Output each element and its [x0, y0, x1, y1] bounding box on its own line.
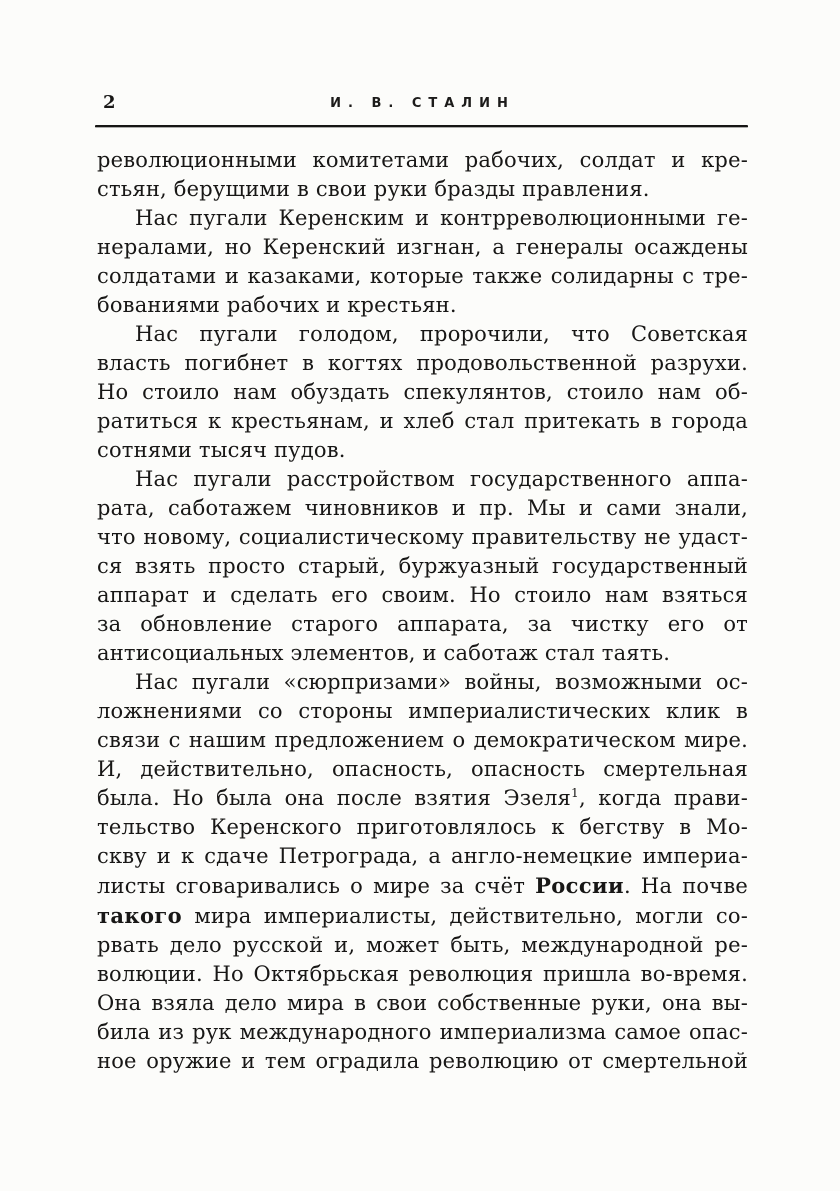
page-number: 2: [103, 92, 117, 113]
text-run: ложнениями со стороны империалистических клик в: [97, 699, 748, 723]
text-line: [97, 146, 748, 175]
footnote-marker: 1: [570, 786, 579, 800]
header-rule: [95, 125, 748, 128]
text-run: тельство Керенского приготовлялось к бегству в Мо-: [97, 815, 748, 839]
text-line: [97, 552, 748, 581]
text-run: нералами, но Керенский изгнан, а генералы осаждены: [97, 235, 748, 259]
paragraph: [97, 465, 748, 668]
text-run: бованиями рабочих и крестьян.: [97, 293, 457, 317]
text-line: [97, 697, 748, 726]
text-line: [97, 320, 748, 349]
text-run: Нас пугали «сюрпризами» войны, возможными ос-: [135, 670, 748, 694]
text-run: революционными комитетами рабочих, солдат и кре-: [97, 148, 748, 172]
text-run: рата, саботажем чиновников и пр. Мы и сами знали,: [97, 496, 748, 520]
text-line: [97, 813, 748, 842]
text-run: стьян, берущими в свои руки бразды правления.: [97, 177, 650, 201]
text-run: рвать дело русской и, может быть, международной ре-: [97, 933, 748, 957]
text-run: Нас пугали Керенским и контрреволюционными ге-: [135, 206, 748, 230]
text-line: [97, 291, 748, 320]
text-run: Она взяла дело мира в свои собственные руки, она вы-: [97, 991, 748, 1015]
text-line: [97, 204, 748, 233]
text-run: волюции. Но Октябрьская революция пришла во-время.: [97, 962, 748, 986]
page-header: [97, 92, 748, 118]
text-run: была. Но была она после взятия Эзеля: [97, 786, 571, 810]
text-run: власть погибнет в когтях продовольственной разрухи.: [97, 351, 748, 375]
text-line: [97, 639, 748, 668]
text-run: связи с нашим предложением о демократическом мире.: [97, 728, 748, 752]
running-title: И. В. СТАЛИН: [330, 96, 515, 111]
text-line: [97, 871, 748, 901]
text-line: [97, 1018, 748, 1047]
text-run: . На почве: [624, 874, 748, 898]
emphasized-text: такого: [97, 903, 183, 928]
text-run: сотнями тысяч пудов.: [97, 438, 346, 462]
text-line: [97, 755, 748, 784]
text-run: антисоциальных элементов, и саботаж стал таять.: [97, 641, 671, 665]
text-line: [97, 1047, 748, 1076]
text-line: [97, 726, 748, 755]
text-line: [97, 842, 748, 871]
body-text: [97, 146, 748, 1076]
text-line: [97, 901, 748, 931]
text-run: ное оружие и тем оградила революцию от смертельной: [97, 1049, 748, 1073]
text-line: [97, 349, 748, 378]
text-line: [97, 175, 748, 204]
text-run: Нас пугали голодом, пророчили, что Советская: [135, 322, 748, 346]
text-line: [97, 989, 748, 1018]
text-run: И, действительно, опасность, опасность смертельная: [97, 757, 748, 781]
text-run: ся взять просто старый, буржуазный государственный: [97, 554, 748, 578]
text-run: мира империалисты, действительно, могли со-: [182, 904, 748, 928]
text-line: [97, 931, 748, 960]
text-line: [97, 465, 748, 494]
text-line: [97, 407, 748, 436]
text-line: [97, 262, 748, 291]
text-line: [97, 784, 748, 813]
text-run: солдатами и казаками, которые также солидарны с тре-: [97, 264, 748, 288]
paragraph: [97, 668, 748, 1076]
text-line: [97, 233, 748, 262]
text-run: Нас пугали расстройством государственного аппа-: [135, 467, 748, 491]
text-line: [97, 610, 748, 639]
text-run: била из рук международного империализма самое опас-: [97, 1020, 748, 1044]
text-run: скву и к сдаче Петрограда, а англо-немецкие империа-: [97, 844, 748, 868]
text-line: [97, 378, 748, 407]
text-line: [97, 436, 748, 465]
text-line: [97, 668, 748, 697]
text-run: что новому, социалистическому правительству не удаст-: [97, 525, 748, 549]
text-run: аппарат и сделать его своим. Но стоило нам взяться: [97, 583, 748, 607]
text-run: листы сговаривались о мире за счёт: [97, 874, 536, 898]
paragraph: [97, 146, 748, 204]
text-line: [97, 523, 748, 552]
text-run: за обновление старого аппарата, за чистку его от: [97, 612, 748, 636]
text-run: , когда прави-: [578, 786, 748, 810]
text-line: [97, 960, 748, 989]
paragraph: [97, 204, 748, 320]
text-run: Но стоило нам обуздать спекулянтов, стоило нам об-: [97, 380, 748, 404]
paragraph: [97, 320, 748, 465]
emphasized-text: России: [535, 873, 625, 898]
text-line: [97, 494, 748, 523]
text-run: ратиться к крестьянам, и хлеб стал притекать в города: [97, 409, 748, 433]
text-line: [97, 581, 748, 610]
